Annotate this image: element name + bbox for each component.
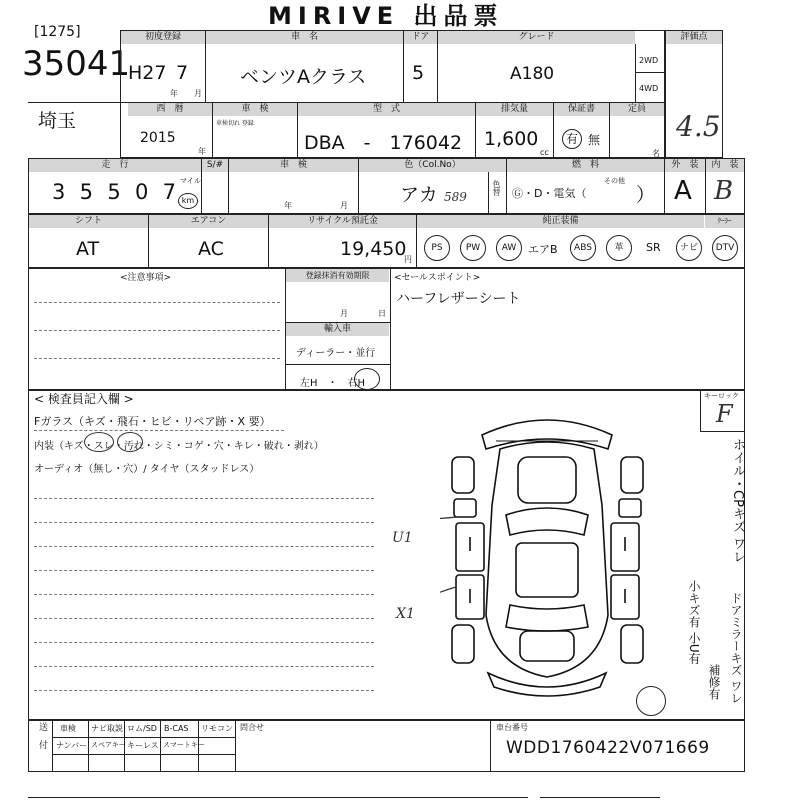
hdr-vehicle-insp: 車 検 bbox=[229, 159, 358, 172]
equip-abs: ABS bbox=[570, 235, 596, 261]
mileage-digit: 3 bbox=[52, 180, 66, 204]
hdr-exterior: 外 装 bbox=[665, 159, 705, 172]
hdr-doors: ドア bbox=[404, 31, 437, 44]
chassis-number: WDD1760422V071669 bbox=[506, 738, 710, 758]
year-western: 2015 bbox=[140, 130, 176, 146]
equip-dtv: DTV bbox=[712, 235, 738, 261]
damage-u1: U1 bbox=[392, 530, 413, 546]
shift: AT bbox=[76, 238, 100, 260]
drive-4wd: 4WD bbox=[639, 84, 659, 93]
label-month: 月 bbox=[340, 309, 348, 318]
aircon: AC bbox=[198, 238, 224, 260]
hdr-cooler: ｸｰﾗｰ bbox=[705, 215, 744, 228]
mileage-digit: 7 bbox=[162, 180, 176, 204]
displacement-unit: cc bbox=[540, 148, 549, 157]
sales-point: ハーフレザーシート bbox=[396, 291, 521, 307]
notes-label: <注意事項> bbox=[120, 273, 172, 283]
side-note-mirror: ドアミラーキズ ワレ bbox=[729, 592, 743, 704]
footer-tag-remote: リモコン bbox=[201, 724, 233, 733]
hdr-inspection: 車 検 bbox=[213, 103, 297, 116]
displacement: 1,600 bbox=[484, 128, 539, 150]
equip-airbag: エアB bbox=[528, 243, 558, 256]
inspection-note: 車検切れ 登録 bbox=[216, 120, 254, 127]
insp-month: 月 bbox=[340, 201, 348, 210]
inspector-label: < 検査員記入欄 > bbox=[34, 392, 134, 406]
hdr-displacement: 排気量 bbox=[476, 103, 553, 116]
key-lock-label: キーロック bbox=[704, 392, 739, 400]
hdr-mileage: 走 行 bbox=[29, 159, 201, 172]
mileage-digit: 0 bbox=[134, 180, 149, 204]
import-dealer: ディーラー・並行 bbox=[296, 348, 376, 359]
footer-tag-keyless: キーレス bbox=[127, 741, 159, 750]
first-reg-unit-month: 月 bbox=[194, 89, 202, 98]
equip-aw: AW bbox=[496, 235, 522, 261]
year-unit: 年 bbox=[198, 147, 206, 156]
hdr-aircon: エアコン bbox=[149, 215, 268, 228]
inspector-line-interior: 内装（キズ・スレ・汚れ・シミ・コゲ・穴・キレ・破れ・剥れ） bbox=[34, 441, 324, 452]
recycle-unit: 円 bbox=[404, 255, 412, 264]
lot-number: 35041 bbox=[22, 44, 131, 84]
interior-dirt-mark bbox=[117, 432, 143, 452]
car-name: ベンツAクラス bbox=[240, 66, 367, 88]
spare-tire-circle bbox=[636, 686, 666, 716]
lot-small: [1275] bbox=[34, 24, 81, 40]
interior-grade: B bbox=[714, 176, 734, 206]
fuel-text: Ⓖ・D・電気（ bbox=[512, 187, 587, 200]
label-day: 日 bbox=[378, 309, 386, 318]
footer-chassis-label: 車台番号 bbox=[496, 723, 528, 732]
key-lock-mark: F bbox=[716, 400, 733, 428]
sales-label: <セールスポイント> bbox=[394, 273, 481, 283]
equip-navi: ナビ bbox=[676, 235, 702, 261]
hdr-color: 色（Col.No） bbox=[359, 159, 506, 172]
color-code: 589 bbox=[444, 190, 467, 204]
score-handwritten: 4.5 bbox=[676, 110, 721, 143]
footer-inquiry-label: 問合せ bbox=[240, 723, 264, 732]
equip-ps: PS bbox=[424, 235, 450, 261]
mileage-digit: 5 bbox=[107, 180, 121, 204]
inspector-line-glass: Fガラス（キズ・飛石・ヒビ・リペア跡・X 要） bbox=[34, 415, 271, 428]
grade: A180 bbox=[510, 64, 555, 84]
hdr-year: 西 暦 bbox=[128, 103, 212, 116]
fuel-other: その他 bbox=[604, 177, 625, 185]
footer-tag-bcas: B-CAS bbox=[164, 724, 189, 733]
footer-tag-insp: 車検 bbox=[60, 724, 76, 733]
recycle: 19,450 bbox=[340, 238, 407, 260]
side-note-repair: 補修有 bbox=[707, 664, 721, 700]
fuel-close: ） bbox=[636, 184, 656, 206]
warranty-no: 無 bbox=[588, 133, 601, 147]
insp-year: 年 bbox=[284, 201, 292, 210]
doors: 5 bbox=[412, 62, 425, 84]
footer-tag-smart-key: スマートキー bbox=[163, 741, 205, 749]
equip-sr: SR bbox=[646, 241, 661, 254]
side-note-small: 小キズ有 小U有 bbox=[687, 580, 701, 665]
hdr-shift: シフト bbox=[29, 215, 148, 228]
mileage-unit-km: km bbox=[178, 188, 198, 209]
region: 埼玉 bbox=[38, 110, 77, 132]
drive-2wd: 2WD bbox=[639, 56, 659, 65]
footer-left-label: 送 付 bbox=[37, 722, 47, 749]
hdr-equipment: 純正装備 bbox=[417, 215, 704, 228]
hdr-capacity: 定員 bbox=[610, 103, 664, 116]
damage-x1: X1 bbox=[396, 606, 415, 622]
color: アカ bbox=[400, 184, 438, 206]
first-reg-era: H27 bbox=[128, 62, 167, 84]
hdr-model: 型 式 bbox=[298, 103, 475, 116]
footer-tag-spare-key: スペアキー bbox=[91, 741, 126, 749]
equip-pw: PW bbox=[460, 235, 486, 261]
hdr-fuel: 燃 料 bbox=[507, 159, 664, 172]
handle-side: 左H ・ 右H bbox=[300, 378, 366, 389]
first-reg-unit-year: 年 bbox=[170, 89, 178, 98]
footer-tag-rom: ロム/SD bbox=[127, 724, 157, 733]
capacity-unit: 名 bbox=[652, 149, 660, 158]
hdr-recycle: リサイクル預託金 bbox=[269, 215, 416, 228]
form-title: MIRIVE 出品票 bbox=[268, 2, 504, 30]
equip-leather: 革 bbox=[606, 235, 632, 261]
mileage-digit: 5 bbox=[79, 180, 94, 204]
interior-scratch-mark bbox=[84, 432, 114, 452]
car-diagram bbox=[440, 405, 655, 705]
mileage-unit-mile: マイル bbox=[180, 177, 201, 185]
hdr-interior: 内 装 bbox=[706, 159, 744, 172]
hdr-car-name: 車 名 bbox=[206, 31, 403, 44]
exterior-grade: A bbox=[674, 176, 692, 206]
first-reg-month: 7 bbox=[176, 62, 189, 84]
hdr-warranty: 保証書 bbox=[554, 103, 609, 116]
hdr-score: 評価点 bbox=[665, 31, 723, 44]
hdr-label-expire: 登録抹消有効期限 bbox=[286, 269, 389, 282]
hdr-fuel-s: S/# bbox=[202, 159, 228, 172]
side-note-wheel: ホイル・CPキズ ワレ bbox=[730, 438, 745, 564]
hdr-first-reg: 初度登録 bbox=[121, 31, 205, 44]
color-change: 色替 bbox=[492, 180, 501, 196]
footer-tag-number: ナンバー bbox=[56, 741, 88, 750]
hdr-import: 輸入車 bbox=[286, 323, 389, 336]
hdr-grade: グレード bbox=[438, 31, 635, 44]
handle-circle bbox=[354, 368, 380, 390]
footer-tag-navi: ナビ取説 bbox=[91, 724, 123, 733]
inspector-line-audio: オーディオ（無し・穴）/ タイヤ（スタッドレス） bbox=[34, 464, 260, 475]
warranty-yes: 有 bbox=[562, 128, 582, 149]
model-code: DBA - 176042 bbox=[304, 132, 463, 154]
mileage-digits bbox=[52, 180, 176, 206]
